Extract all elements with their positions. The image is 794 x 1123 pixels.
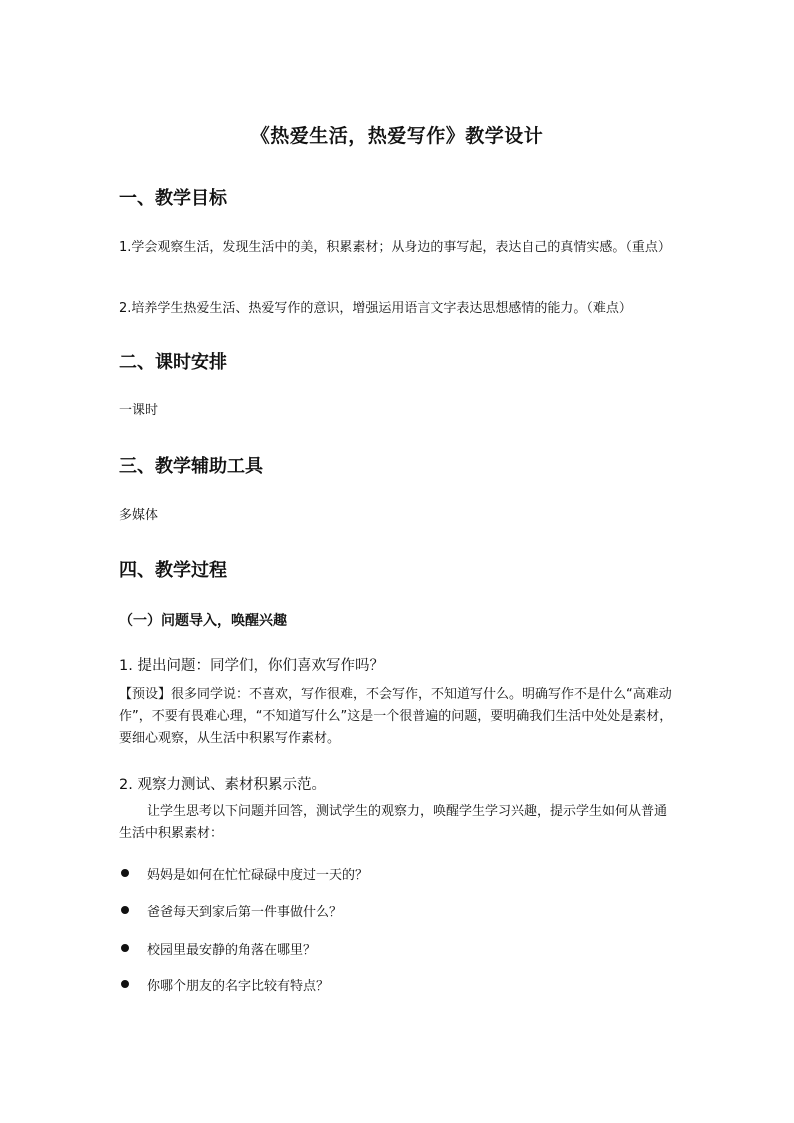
bullet-icon — [121, 980, 129, 988]
bullet-icon — [121, 944, 129, 952]
tools-text: 多媒体 — [119, 508, 159, 523]
subsection-heading-intro: （一）问题导入，唤醒兴趣 — [119, 613, 287, 629]
bullet-icon — [121, 869, 129, 877]
question-text: 爸爸每天到家后第一件事做什么？ — [147, 905, 343, 920]
item2-description: 让学生思考以下问题并回答，测试学生的观察力，唤醒学生学习兴趣，提示学生如何从普通生活中积累素材： — [119, 804, 668, 841]
section-heading-goals: 一、教学目标 — [119, 188, 227, 209]
question-text: 妈妈是如何在忙忙碌碌中度过一天的？ — [147, 868, 369, 883]
question-text: 校园里最安静的角落在哪里？ — [147, 943, 317, 958]
schedule-text: 一课时 — [119, 403, 159, 418]
section-heading-tools: 三、教学辅助工具 — [119, 456, 263, 477]
process-item-1: 1. 提出问题：同学们，你们喜欢写作吗？ — [119, 658, 384, 674]
bullet-icon — [121, 906, 129, 914]
section-heading-process: 四、教学过程 — [119, 560, 227, 581]
section-heading-schedule: 二、课时安排 — [119, 352, 227, 373]
process-item-2: 2. 观察力测试、素材积累示范。 — [119, 777, 326, 793]
goal-item-2: 2.培养学生热爱生活、热爱写作的意识，增强运用语言文字表达思想感情的能力。（难点） — [119, 301, 632, 316]
question-text: 你哪个朋友的名字比较有特点？ — [147, 979, 330, 994]
preset-paragraph: 【预设】很多同学说：不喜欢，写作很难，不会写作，不知道写什么。明确写作不是什么“高难动作”，不要有畏难心理，“不知道写什么”这是一个很普遍的问题，要明确我们生活中处处是素材，要细心观察，从生活中积累写作素材。 — [119, 687, 673, 746]
document-title: 《热爱生活，热爱写作》教学设计 — [250, 125, 544, 147]
goal-item-1: 1.学会观察生活，发现生活中的美，积累素材；从身边的事写起，表达自己的真情实感。（重点） — [119, 240, 671, 255]
